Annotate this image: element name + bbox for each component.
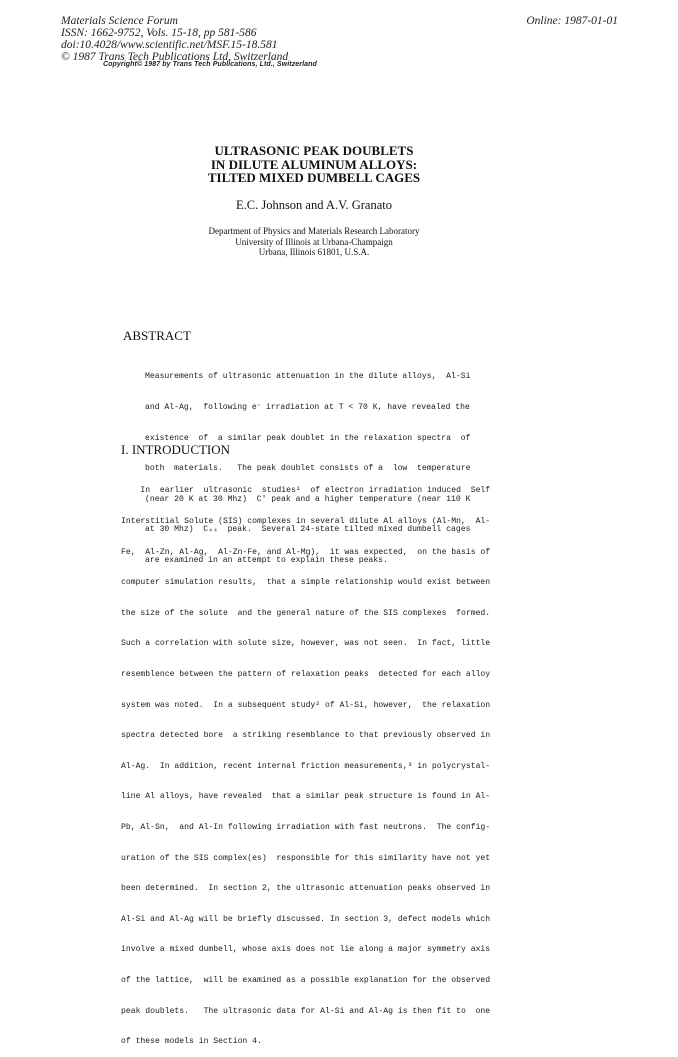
introduction-line: Interstitial Solute (SIS) complexes in several dilute Al alloys (Al-Mn, Al- [121,517,491,526]
introduction-line: been determined. In section 2, the ultrasonic attenuation peaks observed in [121,884,491,894]
issn-line: ISSN: 1662-9752, Vols. 15-18, pp 581-586 [61,27,257,39]
abstract-line: are examined in an attempt to explain these peaks. [145,555,388,565]
introduction-line: spectra detected bore a striking resemblance to that previously observed in [121,731,491,741]
doi-line: doi:10.4028/www.scientific.net/MSF.15-18.581 [61,39,278,51]
affiliation-line-3: Urbana, Illinois 61801, U.S.A. [258,247,370,257]
introduction-line: In earlier ultrasonic studies¹ of electron irradiation induced Self [121,486,491,496]
introduction-heading: I. INTRODUCTION [121,442,231,457]
abstract-line: Measurements of ultrasonic attenuation in the dilute alloys, Al-Si [145,372,471,382]
introduction-line: computer simulation results, that a simple relationship would exist between [121,578,491,588]
introduction-line: of these models in Section 4. [121,1037,262,1047]
affiliation-line-1: Department of Physics and Materials Research Laboratory [208,226,420,236]
introduction-line: of the lattice, will be examined as a possible explanation for the observed [121,975,491,985]
abstract-line: and Al-Ag, following e⁻ irradiation at T < 70 K, have revealed the [145,403,470,412]
rights-line: © 1987 Trans Tech Publications Ltd, Switzerland [61,51,289,63]
introduction-line: Such a correlation with solute size, however, was not seen. In fact, little [121,639,491,649]
introduction-body [121,466,490,1057]
introduction-line: system was noted. In a subsequent study² of Al-Si, however, the relaxation [121,700,491,710]
affiliation-line-2: University of Illinois at Urbana-Champaign [235,236,393,247]
abstract-line: existence of a similar peak doublet in the relaxation spectra of [145,433,471,443]
introduction-line: Al-Ag. In addition, recent internal friction measurements,³ in polycrystal- [121,761,491,771]
abstract-line: at 30 Mhz) C₄₄ peak. Several 24-state tilted mixed dumbell cages [145,525,471,535]
abstract-line: (near 20 K at 30 Mhz) C' peak and a higher temperature (near 110 K [145,494,471,504]
author-list: E.C. Johnson and A.V. Granato [235,198,392,212]
affiliation [0,226,628,258]
abstract-heading: ABSTRACT [123,328,191,343]
introduction-line: peak doublets. The ultrasonic data for Al-Si and Al-Ag is then fit to one [121,1006,491,1016]
introduction-line: Pb, Al-Sn, and Al-In following irradiation with fast neutrons. The config- [121,822,491,832]
paper-title [0,144,628,185]
abstract-line: both materials. The peak doublet consists of a low temperature [145,464,471,474]
journal-name: Materials Science Forum [61,15,178,27]
publication-header [61,15,288,63]
introduction-line: resemblence between the pattern of relaxation peaks detected for each alloy [121,669,491,679]
online-date: Online: 1987-01-01 [526,15,618,27]
title-line-2: IN DILUTE ALUMINUM ALLOYS: [210,156,418,172]
introduction-line: involve a mixed dumbell, whose axis does not lie along a major symmetry axis [121,945,491,955]
title-line-1: ULTRASONIC PEAK DOUBLETS [214,143,414,158]
copyright-notice: Copyright© 1987 by Trans Tech Publications, Ltd., Switzerland [103,61,317,68]
introduction-line: line Al alloys, have revealed that a similar peak structure is found in Al- [121,792,491,802]
introduction-line: Al-Si and Al-Ag will be briefly discussed. In section 3, defect models which [121,914,491,924]
introduction-line: uration of the SIS complex(es) responsible for this similarity have not yet [121,853,491,863]
title-line-3: TILTED MIXED DUMBELL CAGES [207,170,421,185]
introduction-line: Fe, Al-Zn, Al-Ag, Al-Zn-Fe, and Al-Mg), it was expected, on the basis of [121,547,491,557]
introduction-line: the size of the solute and the general nature of the SIS complexes formed. [121,608,491,618]
